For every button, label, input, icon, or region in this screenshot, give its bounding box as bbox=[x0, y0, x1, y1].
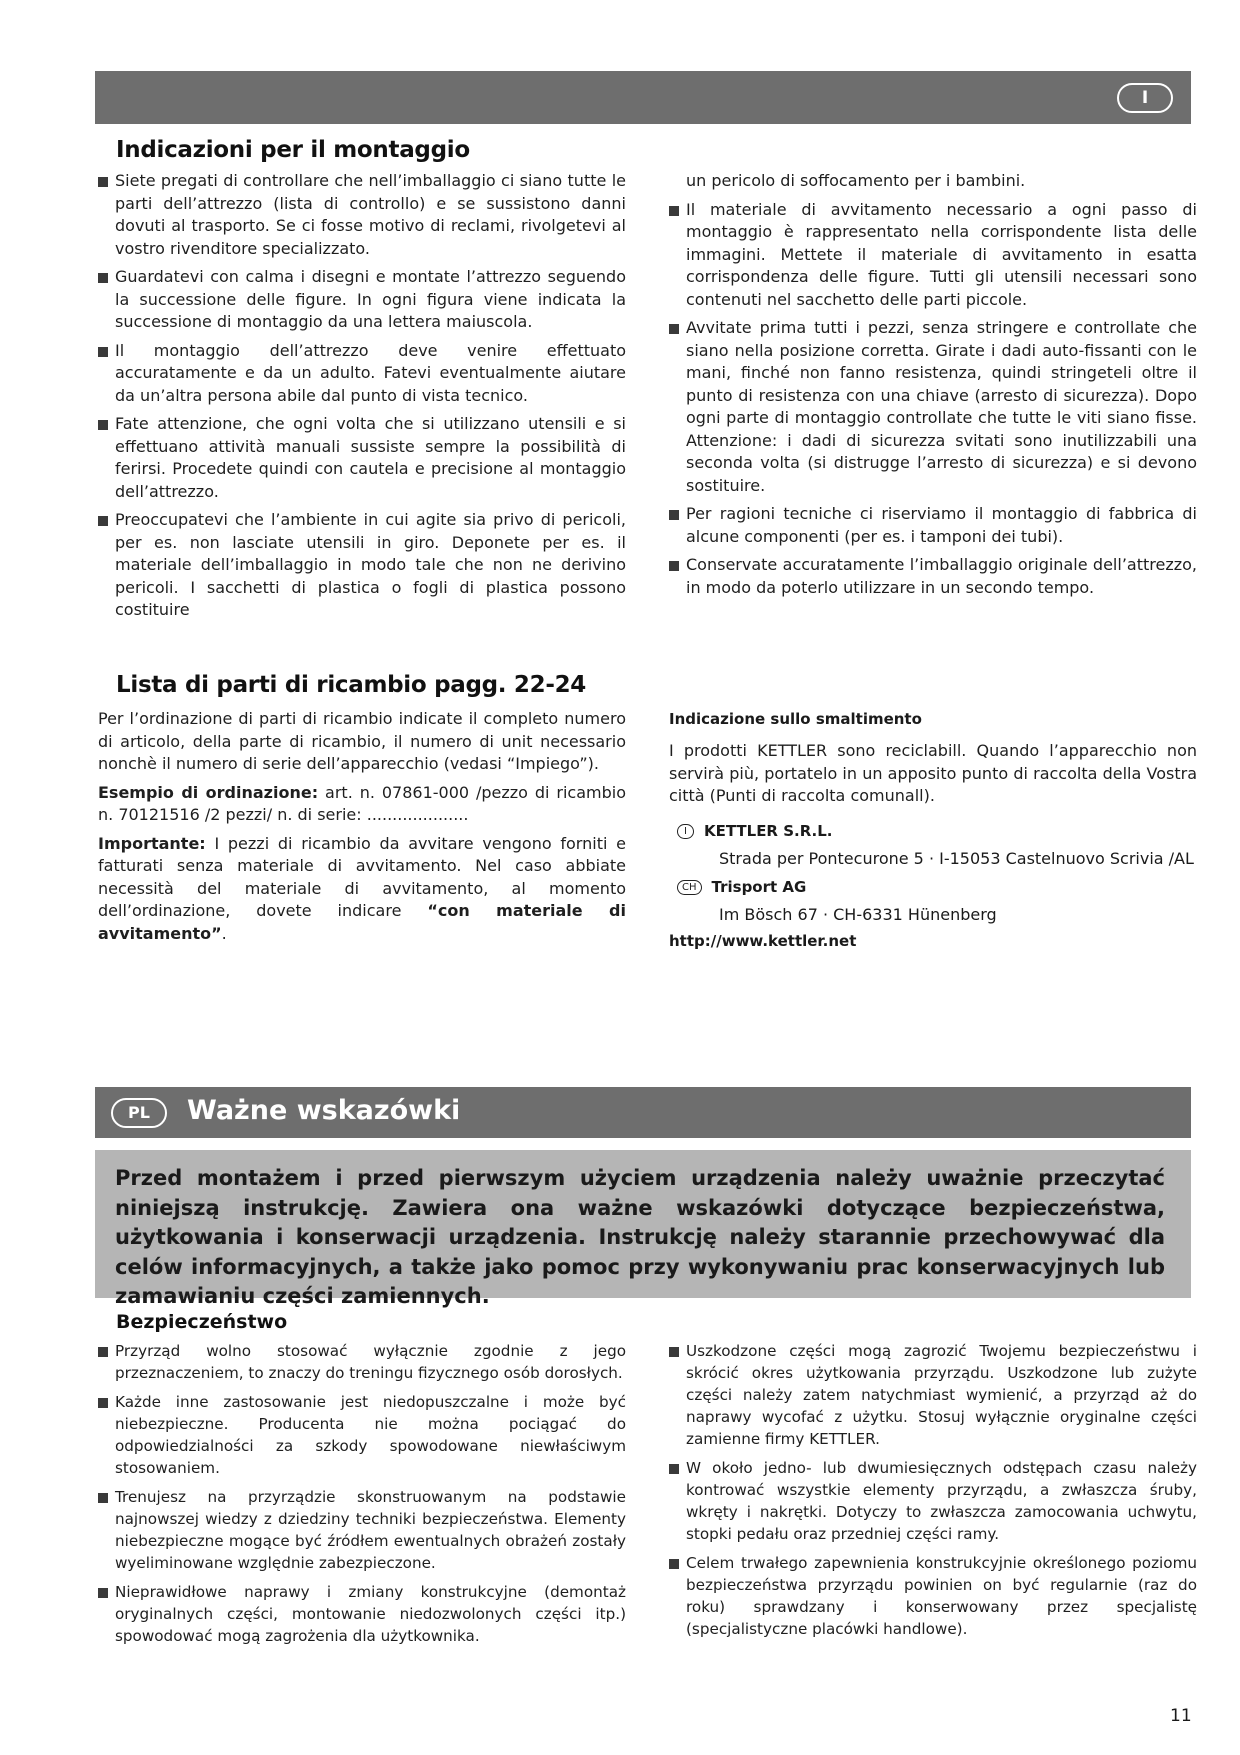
list-item: Każde inne zastosowanie jest niedopuszczalne i może być niebezpieczne. Producenta nie można pociągać do odpowiedzialności za szkody spowodowane niewłaściwym stosowaniem. bbox=[98, 1391, 626, 1479]
contact-company: Trisport AG bbox=[711, 877, 807, 896]
smaltimento-text: I prodotti KETTLER sono reciclabill. Quando l’apparecchio non servirà più, portatelo in un apposito punto di raccolta della Vostra città (Punti di raccolta comunall). bbox=[669, 741, 1197, 805]
safety-title: Bezpieczeństwo bbox=[116, 1311, 288, 1333]
list-item: Nieprawidłowe naprawy i zmiany konstrukcyjne (demontaż oryginalnych części, montowanie niedozwolonych części itp.) spowodować mogą zagrożenia dla użytkownika. bbox=[98, 1581, 626, 1647]
language-badge-polish: PL bbox=[111, 1098, 167, 1128]
important-end: . bbox=[221, 923, 227, 943]
example-label: Esempio di ordinazione: bbox=[98, 782, 319, 802]
website-link[interactable]: http://www.kettler.net bbox=[669, 931, 857, 950]
list-item: Fate attenzione, che ogni volta che si utilizzano utensili e si effettuano attività manuali sussiste sempre la possibilità di ferirsi. Procedete quindi con cautela e precisione al montaggio dell’attrezzo. bbox=[98, 413, 626, 503]
header-bar-italian bbox=[95, 71, 1191, 124]
page-number: 11 bbox=[1170, 1706, 1192, 1726]
smaltimento-section bbox=[669, 710, 1197, 950]
continuation-text: un pericolo di soffocamento per i bambini. bbox=[686, 171, 1026, 190]
smaltimento-title: Indicazione sullo smaltimento bbox=[669, 710, 922, 728]
language-badge-italian: I bbox=[1117, 83, 1173, 113]
montaggio-right-column bbox=[669, 170, 1197, 605]
header-bar-polish bbox=[95, 1087, 1191, 1138]
list-item: Guardatevi con calma i disegni e montate l’attrezzo seguendo la successione delle figure. In ogni figura viene indicata la successione di montaggio da una lettera maiuscola. bbox=[98, 266, 626, 334]
pl-intro-box bbox=[95, 1150, 1191, 1308]
list-item: Il materiale di avvitamento necessario a ogni passo di montaggio è rappresentato nella corrispondente lista delle immagini. Mettete il materiale di avvitamento in esatta corrispondenza delle figure. Tutti gli utensili necessari sono contenuti nel sacchetto delle parti piccole. bbox=[669, 199, 1197, 312]
list-item: Celem trwałego zapewnienia konstrukcyjnie określonego poziomu bezpieczeństwa przyrządu powinien on być regularnie (raz do roku) sprawdzany i konserwowany przez specjalistę (specjalistyczne placówki handlowe). bbox=[669, 1552, 1197, 1640]
contact-switzerland bbox=[677, 874, 1197, 928]
list-item: W około jedno- lub dwumiesięcznych odstępach czasu należy kontrować wszystkie elementy przyrządu, a zwłaszcza śruby, wkręty i nakrętki. Dotyczy to zwłaszcza zamocowania uchwytu, stopki pedału oraz przedniej części ramy. bbox=[669, 1457, 1197, 1545]
contact-address: Strada per Pontecurone 5 · I-15053 Castelnuovo Scrivia /AL bbox=[719, 848, 1194, 868]
pl-intro-text: Przed montażem i przed pierwszym użyciem urządzenia należy uważnie przeczytać niniejszą instrukcję. Zawiera ona ważne wskazówki dotyczące bezpieczeństwa, użytkowania i konserwacji urządzenia. Instrukcję należy starannie przechowywać dla celów informacyjnych, a także jako pomoc przy wykonywaniu prac konserwacyjnych lub zamawianiu części zamiennych. bbox=[115, 1166, 1165, 1308]
list-item: Conservate accuratamente l’imballaggio originale dell’attrezzo, in modo da poterlo utilizzare in un secondo tempo. bbox=[669, 554, 1197, 599]
country-badge-switzerland: CH bbox=[677, 880, 702, 895]
list-item: Avvitate prima tutti i pezzi, senza stringere e controllate che siano nella posizione corretta. Girate i dadi auto-fissanti con le mani, finché non fanno resistenza, quindi stringeteli oltre il punto di resistenza con una chiave (arresto di sicurezza). Dopo ogni parte di montaggio controllate che tutte le viti siano fisse. Attenzione: i dadi di sicurezza svitati sono inutilizzabili una seconda volta (si distrugge l’arresto di sicurezza) e si devono sostituire. bbox=[669, 317, 1197, 497]
list-item: Uszkodzone części mogą zagrozić Twojemu bezpieczeństwu i skrócić okres użytkowania przyrządu. Uszkodzone lub zużyte części należy zatem natychmiast wymienić, a przyrząd aż do naprawy wycofać z użytku. Stosuj wyłącznie oryginalne części zamienne firmy KETTLER. bbox=[669, 1340, 1197, 1450]
country-badge-italy: I bbox=[677, 824, 694, 839]
list-item: Siete pregati di controllare che nell’imballaggio ci siano tutte le parti dell’attrezzo (lista di controllo) e se sussistono danni dovuti al trasporto. Se ci fosse motivo di reclami, rivolgetevi al vostro rivenditore specializzato. bbox=[98, 170, 626, 260]
contact-company: KETTLER S.R.L. bbox=[703, 821, 833, 840]
list-item: Preoccupatevi che l’ambiente in cui agite sia privo di pericoli, per es. non lasciate utensili in giro. Deponete per es. il materiale dell’imballaggio in modo tale che non ne derivino pericoli. I sacchetti di plastica o fogli di plastica possono costituire bbox=[98, 509, 626, 622]
ricambio-example bbox=[98, 782, 626, 827]
example-text: art. n. 07861-000 /pezzo di ricambio n. 70121516 /2 pezzi/ n. di serie: .................... bbox=[98, 782, 627, 824]
list-item: Trenujesz na przyrządzie skonstruowanym na podstawie najnowszej wiedzy z dziedziny techniki bezpieczeństwa. Elementy niebezpieczne mogące być źródłem ewentualnych obrażeń zostały wyeliminowane względnie zabezpieczone. bbox=[98, 1486, 626, 1574]
ricambio-important bbox=[98, 833, 626, 946]
ricambio-body bbox=[98, 708, 626, 951]
contact-address: Im Bösch 67 · CH-6331 Hünenberg bbox=[719, 904, 997, 924]
important-quote: “con materiale di avvitamento” bbox=[98, 901, 626, 943]
montaggio-title: Indicazioni per il montaggio bbox=[116, 137, 470, 163]
list-item: Il montaggio dell’attrezzo deve venire effettuato accuratamente e da un adulto. Fatevi eventualmente aiutare da un’altra persona abile dal punto di vista tecnico. bbox=[98, 340, 626, 408]
safety-left-list bbox=[98, 1340, 626, 1654]
ricambio-title: Lista di parti di ricambio pagg. 22-24 bbox=[116, 672, 586, 698]
pl-section-title: Ważne wskazówki bbox=[187, 1095, 461, 1126]
montaggio-right-list bbox=[669, 199, 1197, 600]
ricambio-intro: Per l’ordinazione di parti di ricambio indicate il completo numero di articolo, della parte di ricambio, il numero di unit necessario nonchè il numero di serie dell’apparecchio (vedasi “Impiego”). bbox=[98, 709, 626, 773]
important-label: Importante: bbox=[98, 833, 206, 853]
list-item: Przyrząd wolno stosować wyłącznie zgodnie z jego przeznaczeniem, to znaczy do treningu fizycznego osób dorosłych. bbox=[98, 1340, 626, 1384]
contact-italy bbox=[677, 818, 1197, 872]
montaggio-left-list bbox=[98, 170, 626, 628]
safety-right-list bbox=[669, 1340, 1197, 1647]
list-item: Per ragioni tecniche ci riserviamo il montaggio di fabbrica di alcune componenti (per es. i tamponi dei tubi). bbox=[669, 503, 1197, 548]
important-text: I pezzi di ricambio da avvitare vengono forniti e fatturati senza materiale di avvitamento. Nel caso abbiate necessità del materiale di avvitamento, al momento dell’ordinazione, dovete indicare bbox=[98, 833, 626, 920]
